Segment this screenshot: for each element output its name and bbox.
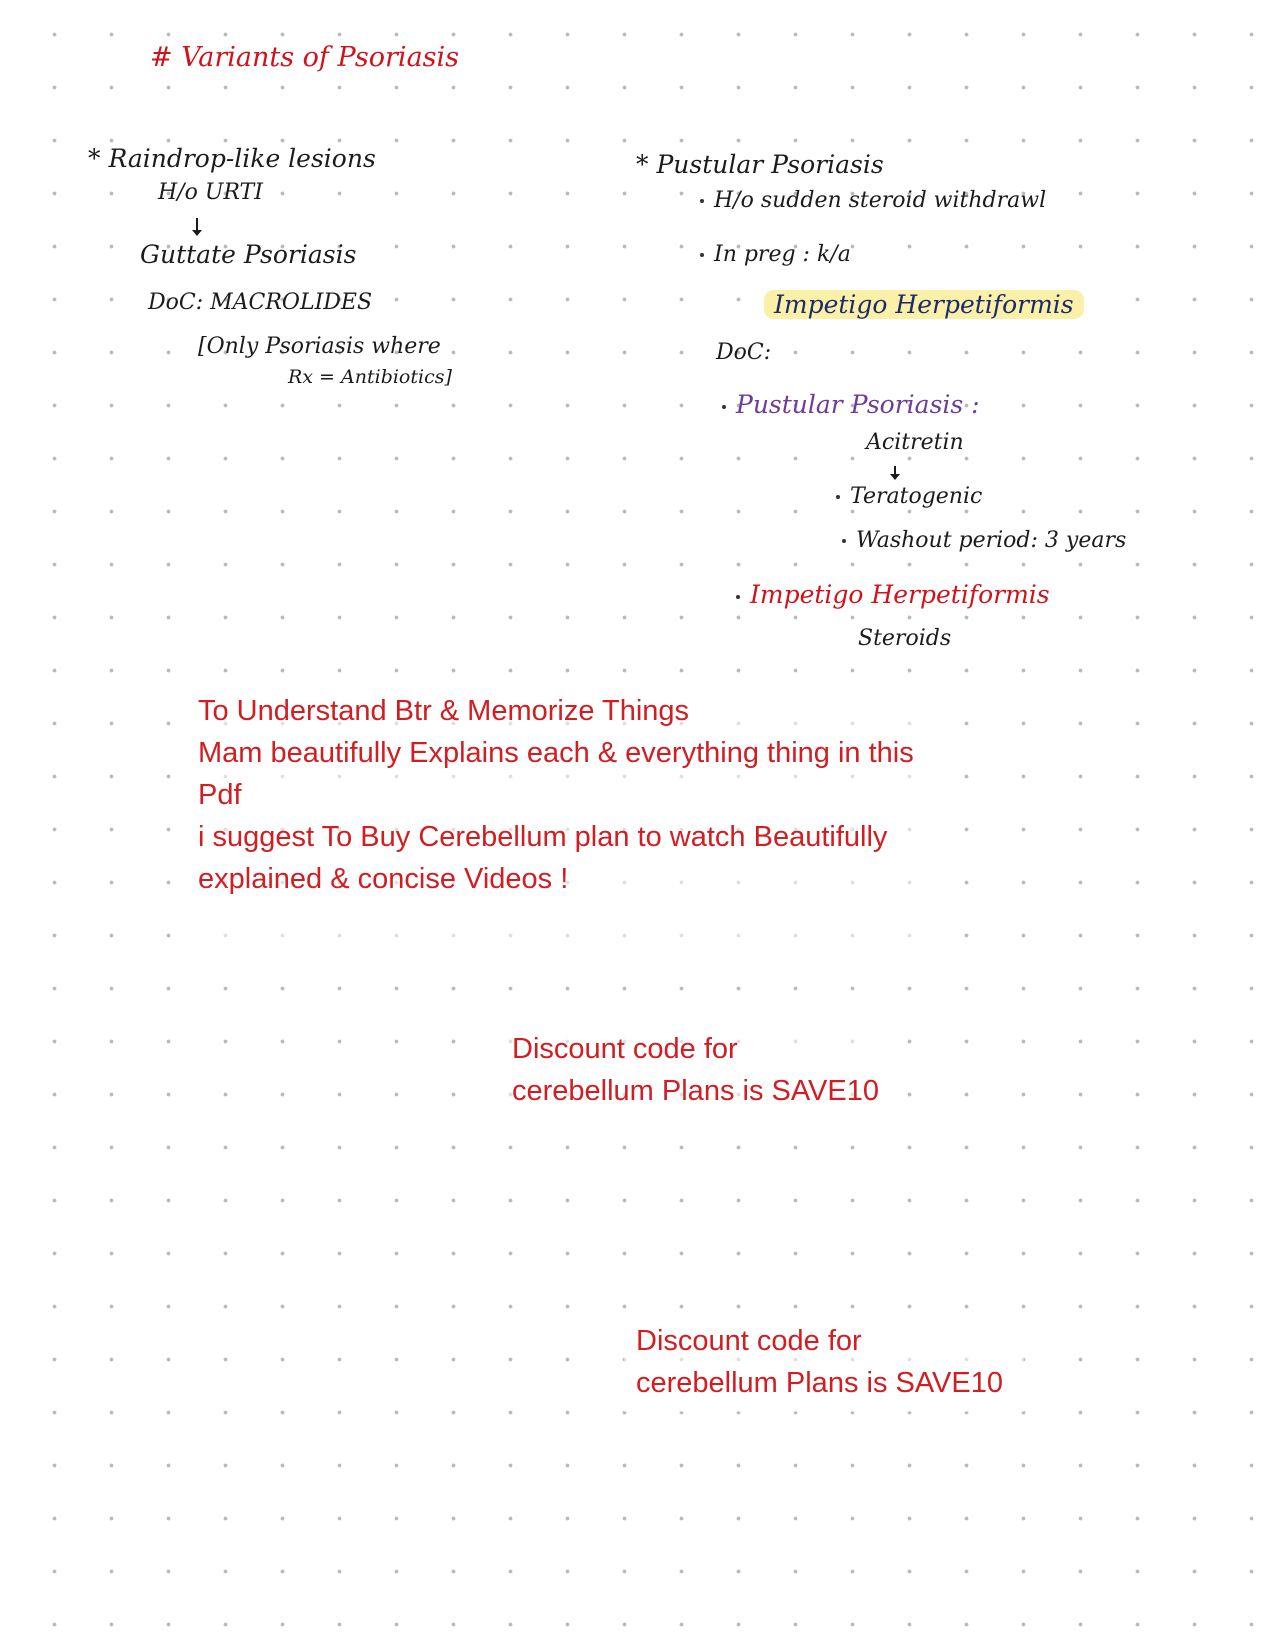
- discount-line: cerebellum Plans is SAVE10: [636, 1367, 1003, 1399]
- promo-line: explained & concise Videos !: [198, 863, 569, 895]
- discount-line: Discount code for: [512, 1033, 738, 1065]
- steroids-label: Steroids: [858, 626, 952, 651]
- down-arrow-icon: [894, 466, 896, 476]
- down-arrow-icon: [196, 218, 198, 232]
- antibiotics-note-line2: Rx = Antibiotics]: [288, 366, 452, 388]
- page-title: # Variants of Psoriasis: [150, 42, 460, 73]
- guttate-psoriasis-label: Guttate Psoriasis: [140, 240, 357, 269]
- guttate-doc-note: DoC: MACROLIDES: [148, 290, 373, 315]
- washout-period-note: Washout period: 3 years: [842, 528, 1126, 553]
- impetigo-highlighted-label: Impetigo Herpetiformis: [764, 290, 1084, 319]
- acitretin-label: Acitretin: [866, 430, 964, 455]
- promo-text: [198, 690, 914, 900]
- in-pregnancy-note: In preg : k/a: [700, 242, 851, 267]
- discount-code-block: [512, 1028, 879, 1112]
- promo-line: Mam beautifully Explains each & everything thing in this: [198, 737, 914, 769]
- promo-line: To Understand Btr & Memorize Things: [198, 695, 690, 727]
- antibiotics-note-line1: [Only Psoriasis where: [198, 334, 441, 359]
- guttate-history-note: H/o URTI: [158, 180, 263, 205]
- promo-line: i suggest To Buy Cerebellum plan to watch Beautifully: [198, 821, 888, 853]
- promo-line: Pdf: [198, 779, 242, 811]
- pustular-doc-note: DoC:: [716, 340, 772, 365]
- steroid-withdrawal-note: H/o sudden steroid withdrawl: [700, 188, 1046, 213]
- discount-line: cerebellum Plans is SAVE10: [512, 1075, 879, 1107]
- discount-line: Discount code for: [636, 1325, 862, 1357]
- discount-code-block: [636, 1320, 1003, 1404]
- pustular-psoriasis-heading: * Pustular Psoriasis: [636, 150, 884, 179]
- pustular-psoriasis-subheading: Pustular Psoriasis :: [722, 390, 980, 419]
- impetigo-herpetiformis-subheading: Impetigo Herpetiformis: [736, 580, 1050, 609]
- raindrop-lesions-note: * Raindrop-like lesions: [88, 144, 376, 173]
- teratogenic-note: Teratogenic: [836, 484, 982, 509]
